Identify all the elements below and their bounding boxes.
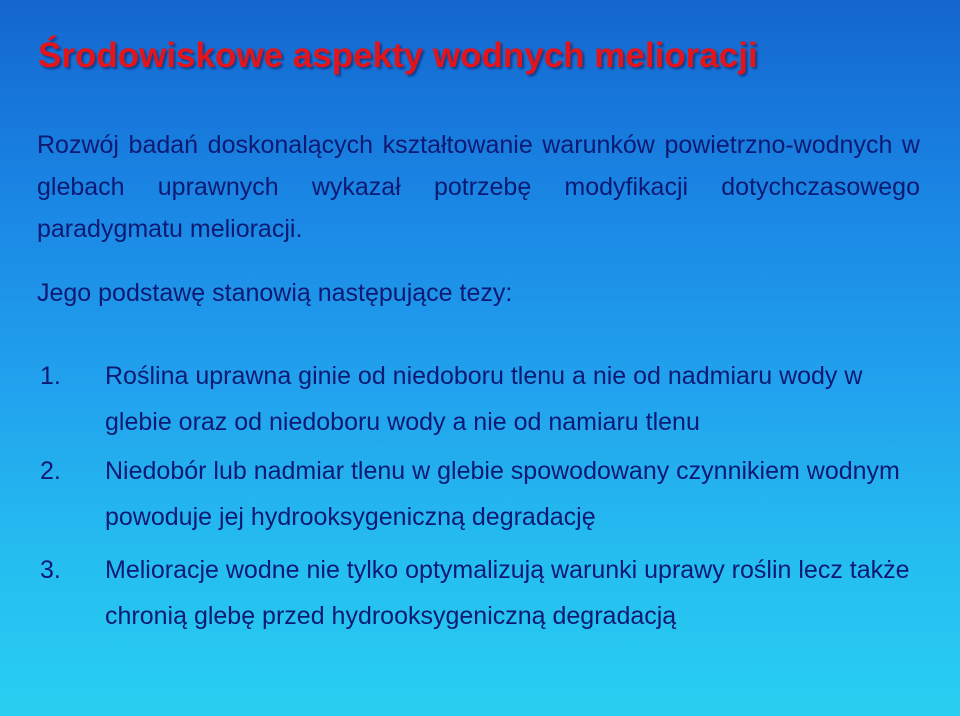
thesis-text: Melioracje wodne nie tylko optymalizują warunki uprawy roślin lecz także chronią glebę przed hydrooksygeniczną degradacją (105, 556, 910, 630)
thesis-number: 3. (40, 556, 61, 584)
slide-title: Środowiskowe aspekty wodnych melioracji (38, 36, 758, 75)
thesis-text: Roślina uprawna ginie od niedoboru tlenu a nie od nadmiaru wody w glebie oraz od niedoboru wody a nie od namiaru tlenu (105, 362, 863, 436)
thesis-number: 1. (40, 362, 61, 390)
intro-paragraph: Rozwój badań doskonalących kształtowanie warunków powietrzno-wodnych w glebach uprawnych wykazał potrzebę modyfikacji dotychczasowego paradygmatu melioracji. (37, 131, 920, 243)
thesis-item-1 (40, 353, 930, 445)
lead-sentence: Jego podstawę stanowią następujące tezy: (37, 279, 513, 307)
thesis-text: Niedobór lub nadmiar tlenu w glebie spowodowany czynnikiem wodnym powoduje jej hydrooksygeniczną degradację (105, 457, 900, 531)
thesis-item-3 (40, 547, 930, 639)
thesis-number: 2. (40, 457, 61, 485)
thesis-item-2 (40, 448, 930, 540)
